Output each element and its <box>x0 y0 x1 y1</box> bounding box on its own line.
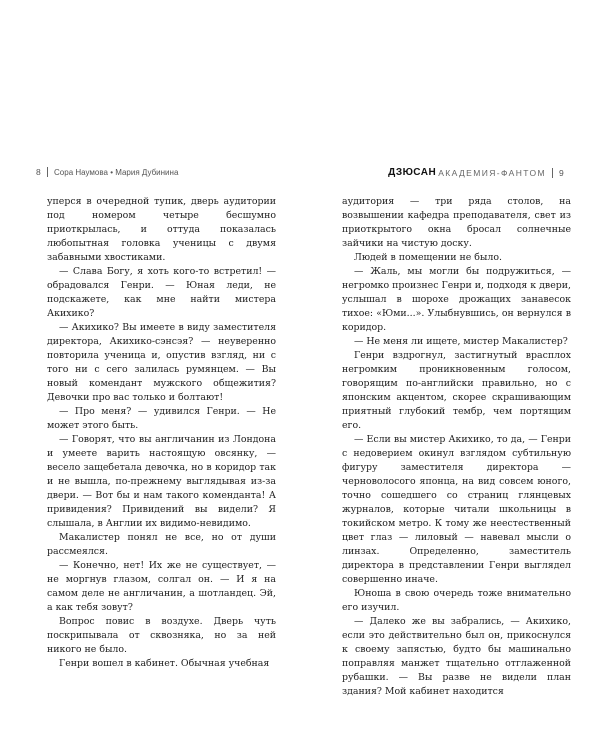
right-page <box>300 0 600 750</box>
paragraph: Юноша в свою очередь тоже внимательно его изучил. <box>342 588 571 613</box>
paragraph: Генри вошел в кабинет. Обычная учебная <box>59 658 270 669</box>
header-divider <box>47 167 48 177</box>
left-page-number: 8 <box>36 167 42 177</box>
header-divider <box>552 168 553 178</box>
paragraph: — Жаль, мы могли бы подружиться, — негромко произнес Генри и, подходя к двери, услышал в шорохе дрожащих занавесок тихое: «Юми...». Улыбнувшись, он вернулся в коридор. <box>342 266 571 333</box>
paragraph: — Конечно, нет! Их же не существует, — не моргнув глазом, солгал он. — И я на самом деле не англичанин, а шотландец. Эй, а как тебя зовут? <box>47 560 276 613</box>
paragraph: Вопрос повис в воздухе. Дверь чуть поскрипывала от сквозняка, но за ней никого не было. <box>47 616 276 655</box>
paragraph: Людей в помещении не было. <box>354 252 502 263</box>
series-brand: ДЗЮСАН <box>388 167 437 178</box>
paragraph: уперся в очередной тупик, дверь аудитории под номером четыре бесшумно приоткрылась, и оттуда показалась любопытная головка ученицы с двумя забавными хвостиками. <box>47 196 276 263</box>
left-running-header <box>36 167 178 177</box>
right-page-number: 9 <box>558 167 564 178</box>
series-title: АКАДЕМИЯ-ФАНТОМ <box>438 167 546 178</box>
paragraph: — Про меня? — удивился Генри. — Не может этого быть. <box>47 406 276 431</box>
left-page-text <box>47 195 276 671</box>
paragraph: — Говорят, что вы англичанин из Лондона и умеете варить настоящую овсянку, — весело защебетала девочка, но в коридор так и не вышла, по-прежнему выглядывая из-за двери. — Вот бы и нам такого коменданта! А привидения? Привидений вы видели? Я слышала, в Англии их видимо-невидимо. <box>47 434 276 529</box>
paragraph: — Далеко же вы забрались, — Акихико, если это действительно был он, прикоснулся к своему запястью, будто бы машинально поправляя манжет тщательно отглаженной рубашки. — Вы разве не видели план здания? Мой кабинет находится <box>342 616 571 697</box>
right-running-header <box>388 167 564 178</box>
paragraph: — Если вы мистер Акихико, то да, — Генри с недоверием окинул взглядом субтильную фигуру заместителя директора — черноволосого японца, на вид совсем юного, точно сошедшего со страниц глянцевых журналов, которые читали школьницы в токийском метро. К тому же неестественный цвет глаз — лиловый — навевал мысли о линзах. Определенно, заместитель директора в представлении Генри выглядел совершенно иначе. <box>342 434 571 585</box>
right-page-text <box>342 195 571 699</box>
authors: Сора Наумова • Мария Дубинина <box>54 167 179 177</box>
paragraph: Макалистер понял не все, но от души рассмеялся. <box>47 532 276 557</box>
paragraph: — Слава Богу, я хоть кого-то встретил! — обрадовался Генри. — Юная леди, не подскажете, как мне найти мистера Акихико? <box>47 266 276 319</box>
paragraph: — Акихико? Вы имеете в виду заместителя директора, Акихико-сэнсэя? — неуверенно повторила ученица и, опустив взгляд, ни с того ни с сего залилась румянцем. — Вы новый комендант мужского общежития? Девочки про вас только и болтают! <box>47 322 276 403</box>
paragraph: Генри вздрогнул, застигнутый врасплох негромким проникновенным голосом, говорящим по-английски правильно, но с японским акцентом, скорее скрашивающим приятный глубокий тембр, чем портящим его. <box>342 350 571 431</box>
paragraph: аудитория — три ряда столов, на возвышении кафедра преподавателя, свет из приоткрытого окна бросал солнечные зайчики на чистую доску. <box>342 196 571 249</box>
paragraph: — Не меня ли ищете, мистер Макалистер? <box>354 336 568 347</box>
